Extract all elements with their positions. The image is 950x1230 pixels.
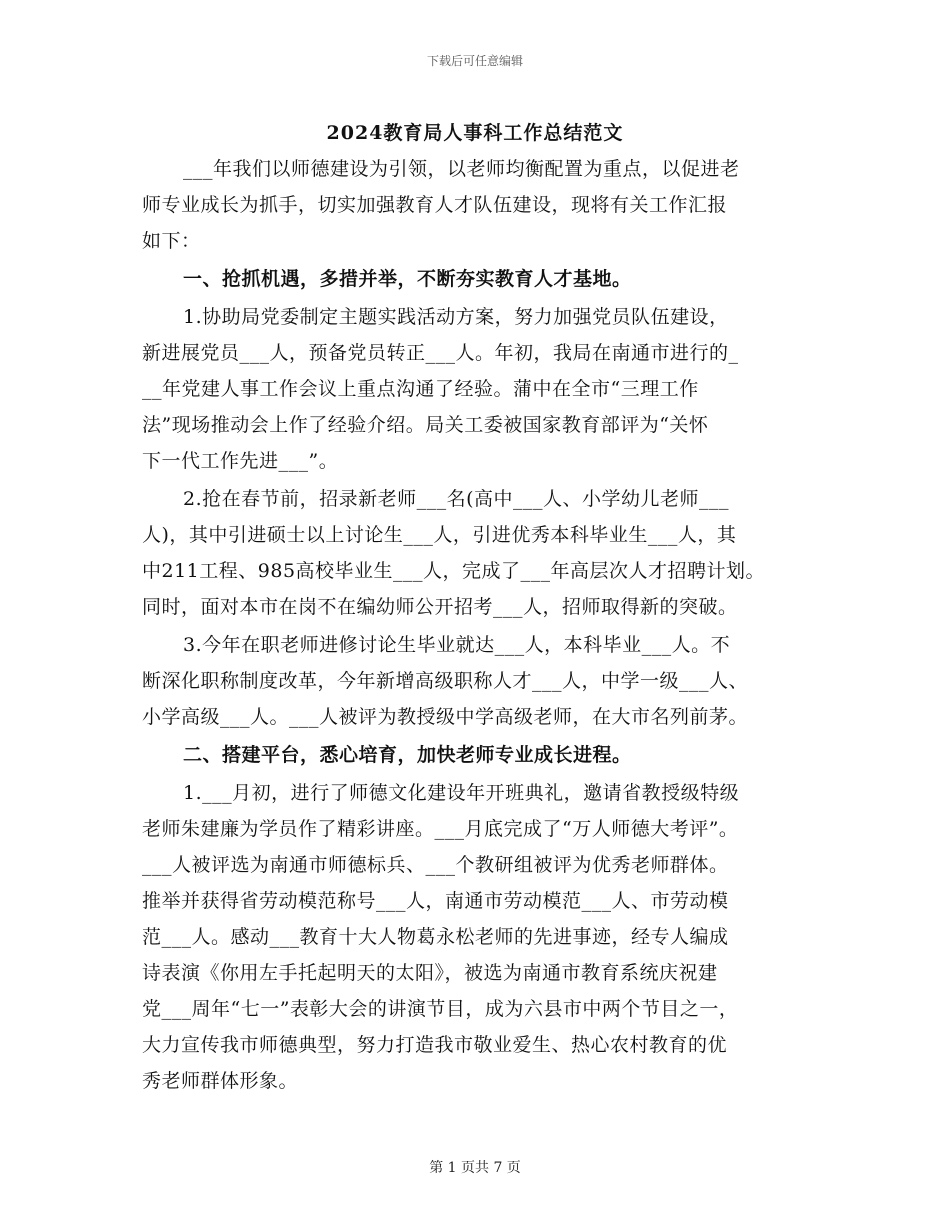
section-heading: 一、抢抓机遇，多措并举，不断夯实教育人才基地。 [183,268,632,290]
page-footer: 第 1 页共 7 页 [429,1160,521,1176]
body-line: 小学高级___人。___人被评为教授级中学高级老师，在大市名列前茅。 [142,706,749,728]
document-title: 2024教育局人事科工作总结范文 [326,122,624,144]
body-line: 推举并获得省劳动模范称号___人，南通市劳动模范___人、市劳动模 [142,890,729,912]
body-line: 老师朱建廉为学员作了精彩讲座。___月底完成了“万人师德大考评”。 [142,818,739,840]
body-line: 如下： [142,230,201,252]
body-line: 人)，其中引进硕士以上讨论生___人，引进优秀本科毕业生___人，其 [142,524,737,546]
body-line: 诗表演《你用左手托起明天的太阳》，被选为南通市教育系统庆祝建 [142,962,718,984]
body-line: 2.抢在春节前，招录新老师___名(高中___人、小学幼儿老师___ [183,488,730,510]
body-line: ___年我们以师德建设为引领，以老师均衡配置为重点，以促进老 [183,158,740,180]
body-line: 3.今年在职老师进修讨论生毕业就达___人，本科毕业___人。不 [183,634,731,656]
section-heading: 二、搭建平台，悉心培育，加快老师专业成长进程。 [183,744,632,766]
body-line: 党___周年“七一”表彰大会的讲演节目，成为六县市中两个节目之一， [142,998,739,1020]
body-line: 秀老师群体形象。 [142,1070,299,1092]
body-line: 1.协助局党委制定主题实践活动方案，努力加强党员队伍建设， [183,306,729,328]
body-line: 师专业成长为抓手，切实加强教育人才队伍建设，现将有关工作汇报 [142,194,728,216]
body-line: 范___人。感动___教育十大人物葛永松老师的先进事迹，经专人编成 [142,926,729,948]
header-note: 下载后可任意编辑 [426,54,523,68]
body-line: 同时，面对本市在岗不在编幼师公开招考___人，招师取得新的突破。 [142,596,738,618]
body-line: __年党建人事工作会议上重点沟通了经验。蒲中在全市“三理工作 [142,378,699,400]
body-line: 大力宣传我市师德典型，努力打造我市敬业爱生、热心农村教育的优 [142,1034,728,1056]
body-line: 1.___月初，进行了师德文化建设年开班典礼，邀请省教授级特级 [183,782,740,804]
body-line: 下一代工作先进___”。 [142,450,339,472]
body-line: 中211工程、985高校毕业生___人，完成了___年高层次人才招聘计划。 [142,560,766,582]
body-line: 断深化职称制度改革，今年新增高级职称人才___人，中学一级___人、 [142,670,749,692]
body-line: 法”现场推动会上作了经验介绍。局关工委被国家教育部评为“关怀 [142,414,709,436]
body-line: ___人被评选为南通市师德标兵、___个教研组被评为优秀老师群体。 [142,854,729,876]
body-line: 新进展党员___人，预备党员转正___人。年初，我局在南通市进行的_ [142,342,739,364]
